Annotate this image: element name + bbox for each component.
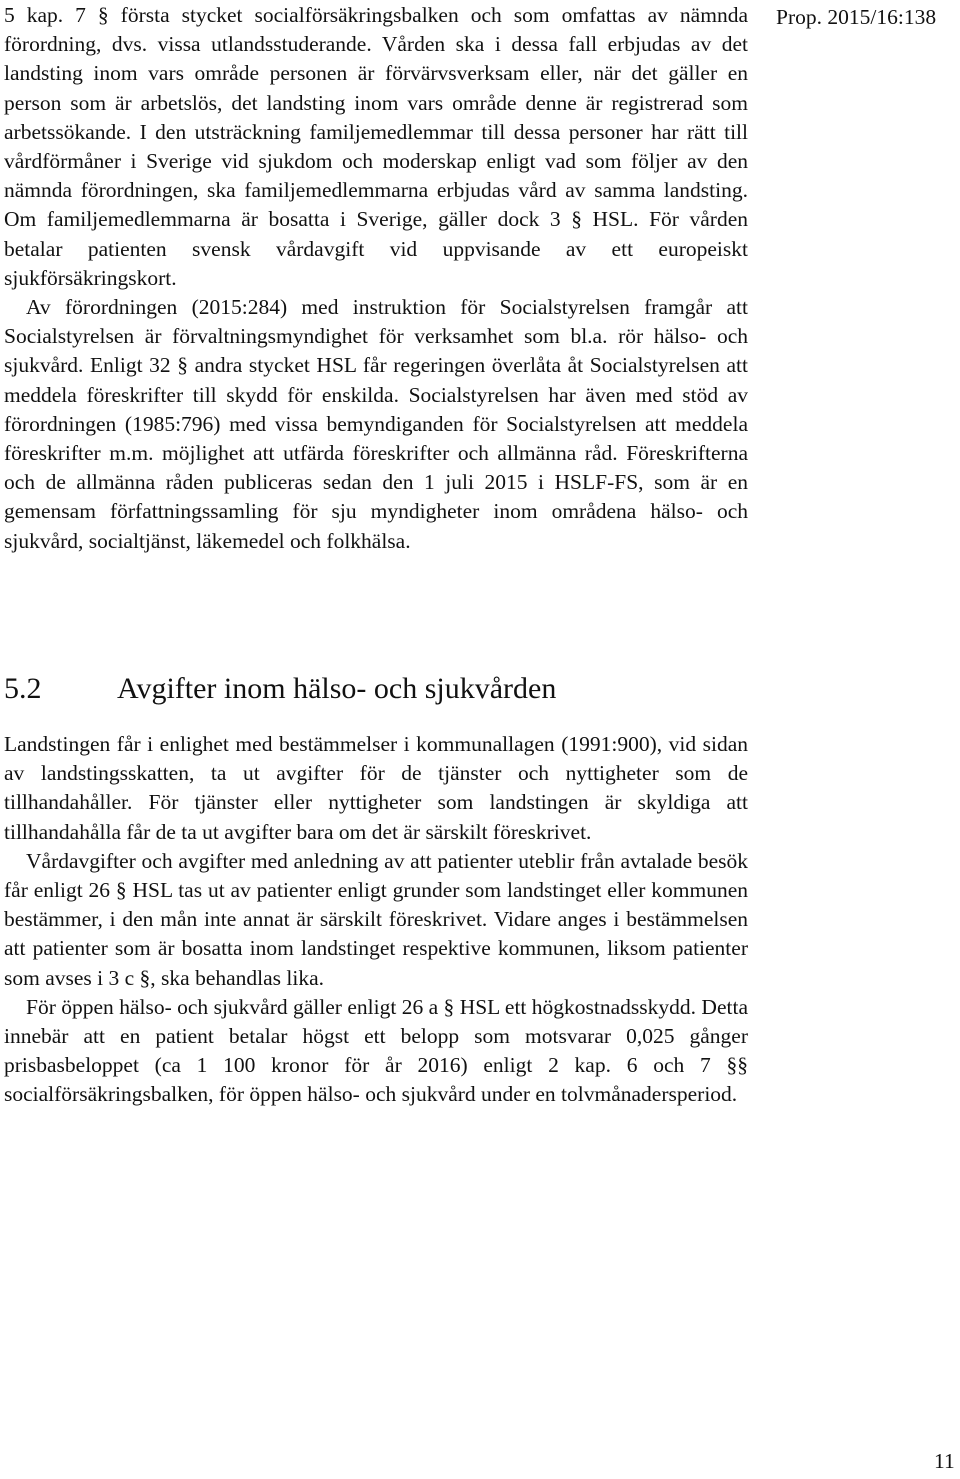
page-number: 11: [934, 1449, 955, 1473]
paragraph: 5 kap. 7 § första stycket socialförsäkringsbalken och som omfattas av nämnda förordning, dvs. vissa utlandsstuderande. Vården ska i dessa fall erbjudas av det landsting inom vars område personen är förvärvsverksam eller, när det gäller en person som är arbetslös, det landsting inom vars område denne är registrerad som arbetssökande. I den utsträckning familjemedlemmar till dessa personer har rätt till vårdförmåner i Sverige vid sjukdom och moderskap enligt vad som följer av den nämnda förordningen, ska familjemedlemmarna erbjudas vård av samma landsting. Om familjemedlemmarna är bosatta i Sverige, gäller dock 3 § HSL. För vården betalar patienten svensk vårdavgift vid uppvisande av ett europeiskt sjukförsäkringskort.: [4, 3, 748, 290]
section-body: [4, 730, 748, 1110]
paragraph: Landstingen får i enlighet med bestämmelser i kommunallagen (1991:900), vid sidan av landstingsskatten, ta ut avgifter för de tjänster och nyttigheter som de tillhandahåller. För tjänster eller nyttigheter som landstingen är skyldiga att tillhandahålla får de ta ut avgifter bara om det är särskilt föreskrivet.: [4, 732, 748, 844]
document-reference: Prop. 2015/16:138: [776, 5, 937, 29]
section-title: Avgifter inom hälso- och sjukvården: [117, 672, 557, 705]
section-number: 5.2: [4, 672, 42, 705]
body-text-top: [4, 1, 748, 556]
paragraph: För öppen hälso- och sjukvård gäller enligt 26 a § HSL ett högkostnadsskydd. Detta innebär att en patient betalar högst ett belopp som motsvarar 0,025 gånger prisbasbeloppet (ca 1 100 kronor för år 2016) enligt 2 kap. 6 och 7 §§ socialförsäkringsbalken, för öppen hälso- och sjukvård under en tolvmånadersperiod.: [4, 994, 748, 1107]
section-heading: [4, 670, 748, 708]
paragraph: Av förordningen (2015:284) med instruktion för Socialstyrelsen framgår att Socialstyrelsen är förvaltningsmyndighet för verksamhet som bl.a. rör hälso- och sjukvård. Enligt 32 § andra stycket HSL får regeringen överlåta åt Socialstyrelsen att meddela föreskrifter till skydd för enskilda. Socialstyrelsen har även med stöd av förordningen (1985:796) med vissa bemyndiganden för Socialstyrelsen att meddela föreskrifter m.m. möjlighet att utfärda föreskrifter och allmänna råd. Föreskrifterna och de allmänna råden publiceras sedan den 1 juli 2015 i HSLF-FS, som är en gemensam författningssamling för sju myndigheter inom områdena hälso- och sjukvård, socialtjänst, läkemedel och folkhälsa.: [4, 295, 748, 553]
paragraph: Vårdavgifter och avgifter med anledning av att patienter uteblir från avtalade besök får enligt 26 § HSL tas ut av patienter enligt grunder som landstinget eller kommunen bestämmer, i den mån inte annat är särskilt föreskrivet. Vidare anges i bestämmelsen att patienter som är bosatta inom landstinget respektive kommunen, liksom patienter som avses i 3 c §, ska behandlas lika.: [4, 848, 748, 990]
